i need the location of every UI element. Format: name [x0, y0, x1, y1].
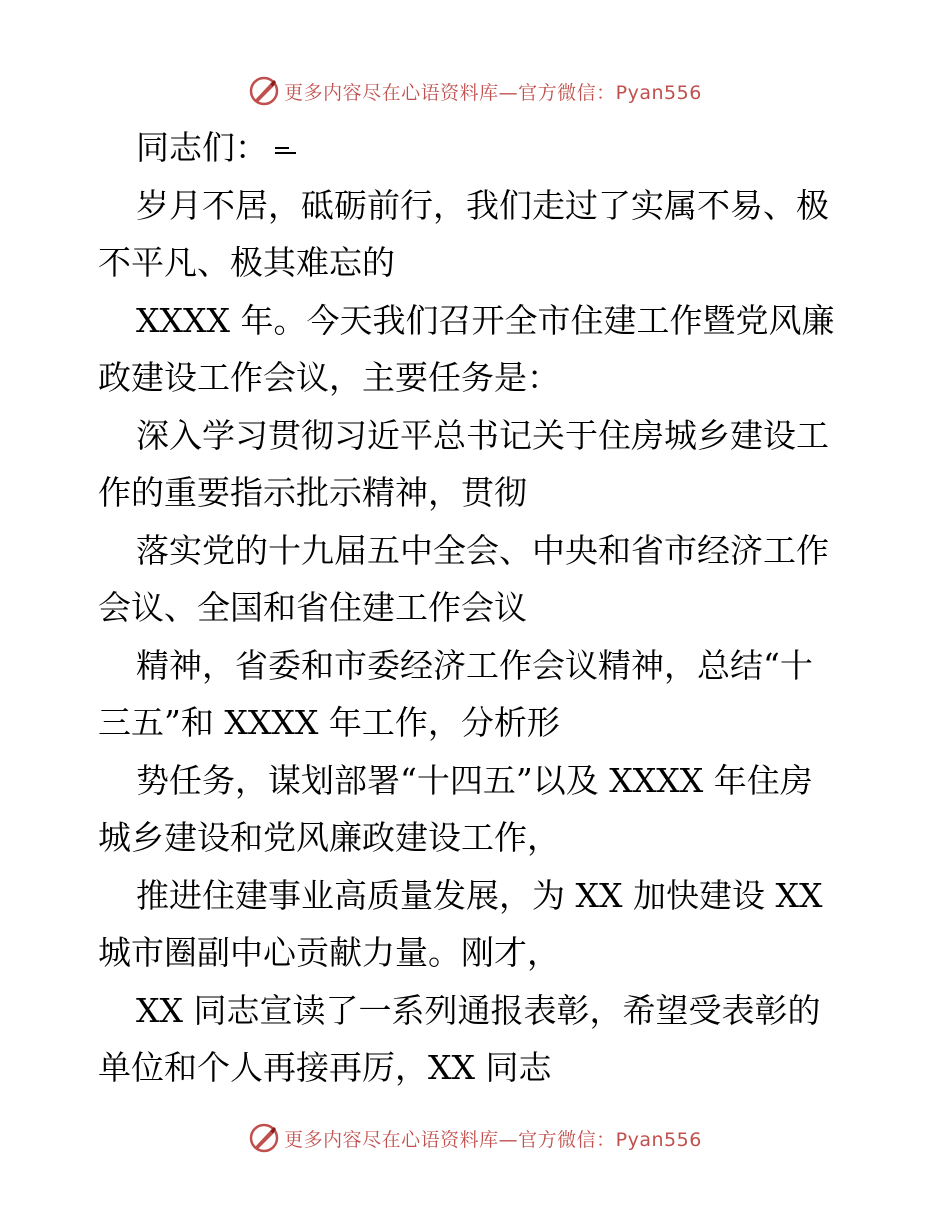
pen-logo-icon [248, 1122, 280, 1154]
text-line: 岁月不居，砥砺前行，我们走过了实属不易、极 [136, 185, 829, 225]
header-watermark [0, 71, 950, 111]
text-line: 城乡建设和党风廉政建设工作， [98, 818, 560, 857]
text-line: 三五”和 XXXX 年工作，分析形 [98, 703, 560, 742]
text-line: 推进住建事业高质量发展，为 XX 加快建设 XX [136, 875, 823, 915]
text-line: 落实党的十九届五中全会、中央和省市经济工作 [136, 530, 829, 570]
pen-logo-icon [248, 75, 280, 107]
watermark-text: 更多内容尽在心语资料库—官方微信：Pyan556 [284, 1128, 702, 1151]
text-line: 作的重要指示批示精神，贯彻 [98, 473, 527, 512]
watermark-text: 更多内容尽在心语资料库—官方微信：Pyan556 [284, 81, 702, 104]
document-body [98, 119, 858, 1097]
text-line: 单位和个人再接再厉，XX 同志 [98, 1048, 552, 1087]
text-line: 深入学习贯彻习近平总书记关于住房城乡建设工 [136, 415, 829, 455]
text-line: 不平凡、极其难忘的 [98, 243, 395, 282]
text-line: 势任务，谋划部署“十四五”以及 XXXX 年住房 [136, 760, 813, 800]
edit-mark-icon [272, 140, 298, 160]
text-line: 会议、全国和省住建工作会议 [98, 588, 527, 627]
salutation-text: 同志们： [136, 128, 268, 167]
text-line: 城市圈副中心贡献力量。刚才， [98, 933, 560, 972]
footer-watermark [0, 1118, 950, 1158]
text-line: XXXX 年。今天我们召开全市住建工作暨党风廉 [136, 300, 835, 340]
text-line: 政建设工作会议，主要任务是： [98, 358, 560, 397]
text-line: 精神，省委和市委经济工作会议精神，总结“十 [136, 645, 813, 685]
text-line: XX 同志宣读了一系列通报表彰，希望受表彰的 [136, 990, 821, 1030]
salutation-line [98, 119, 858, 177]
